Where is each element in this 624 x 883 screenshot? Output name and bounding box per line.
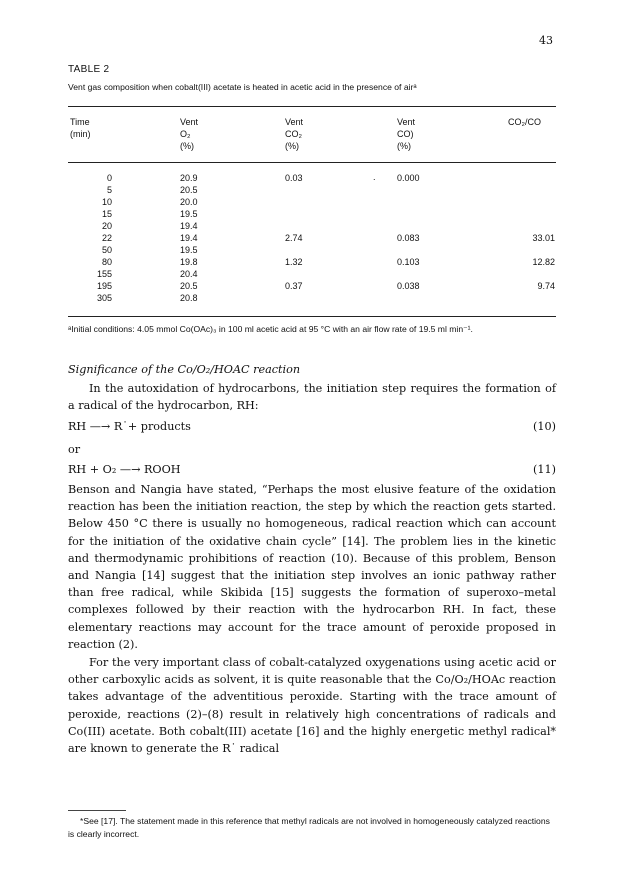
table-cell	[505, 268, 555, 280]
table-cell	[505, 220, 555, 232]
table-cell: 19.5	[180, 245, 198, 255]
table-cell: 0.103	[397, 257, 420, 267]
header-line: (%)	[180, 141, 194, 151]
table-cell: 20.8	[180, 293, 198, 303]
table-cell: 19.4	[180, 233, 198, 243]
equation-number: (11)	[533, 463, 556, 476]
table-cell	[505, 196, 555, 208]
table-cell	[285, 208, 345, 220]
header-line: Vent	[180, 117, 199, 127]
page-number: 43	[539, 34, 553, 47]
table-cell: 0.03	[285, 173, 303, 183]
table-cell: 19.4	[180, 221, 198, 231]
equation-10	[68, 420, 556, 433]
column-co2-co-ratio	[505, 172, 555, 304]
table-cell: 195	[96, 281, 112, 291]
table-cell	[505, 244, 555, 256]
or-text: or	[68, 443, 81, 456]
header-line: (min)	[70, 129, 91, 139]
table-cell: 305	[96, 293, 112, 303]
table-cell	[285, 292, 345, 304]
header-line: O₂	[180, 129, 191, 139]
table-cell: 0.000	[397, 173, 420, 183]
header-line: CO₂/CO	[508, 117, 541, 127]
column-vent-co	[397, 172, 457, 304]
table-cell: 0.37	[285, 281, 303, 291]
table-cell	[285, 220, 345, 232]
table-cell: 20.0	[180, 197, 198, 207]
table-cell: 2.74	[285, 233, 303, 243]
table-cell: 50	[101, 245, 112, 255]
table-cell: 20.5	[180, 281, 198, 291]
table-label: TABLE 2	[68, 64, 110, 75]
table-cell: 20.5	[180, 185, 198, 195]
header-line: Vent	[285, 117, 304, 127]
table-cell	[505, 172, 555, 184]
stray-dot: .	[373, 172, 376, 182]
paragraph-2: Benson and Nangia have stated, “Perhaps the most elusive feature of the oxidation reaction has been the initiation reaction, the step by which the reaction gets started. Below 450 °C there is usually no homogeneous, radical reaction which can account for the initiation of the oxidative chain cycle” [14]. The problem lies in the kinetic and thermodynamic prohibitions of reaction (10). Because of this problem, Benson and Nangia [14] suggest that the initiation step involves an ionic pathway rather than free radical, while Skibida [15] suggests the formation of superoxo–metal complexes followed by their reaction with the hydrocarbon RH. In fact, these elementary reactions may account for the trace amount of peroxide proposed in reaction (2).	[68, 483, 556, 651]
table-cell: 20.4	[180, 269, 198, 279]
page-footnote: *See [17]. The statement made in this reference that methyl radicals are not involved in homogeneously catalyzed reactions is clearly incorrect.	[68, 816, 550, 839]
header-line: (%)	[285, 141, 299, 151]
equation-text: RH + O₂ —→ ROOH	[68, 463, 181, 476]
table-cell	[397, 208, 457, 220]
table-cell	[397, 220, 457, 232]
table-cell: 19.8	[180, 257, 198, 267]
header-line: (%)	[397, 141, 411, 151]
table-cell: 80	[101, 257, 112, 267]
equation-text: RH —→ R˙+ products	[68, 420, 191, 433]
table-cell	[397, 196, 457, 208]
table-cell: 20	[101, 221, 112, 231]
table-cell	[397, 244, 457, 256]
table-cell	[397, 268, 457, 280]
header-line: Time	[70, 117, 90, 127]
header-vent-o2	[180, 116, 240, 152]
table-cell: 19.5	[180, 209, 198, 219]
table-cell	[285, 184, 345, 196]
paragraph-1: In the autoxidation of hydrocarbons, the initiation step requires the formation of a radical of the hydrocarbon, RH:	[68, 382, 556, 413]
table-cell: 0	[106, 173, 112, 183]
header-line: CO₂	[285, 129, 302, 139]
table-cell: 0.083	[397, 233, 420, 243]
table-cell: 0.038	[397, 281, 420, 291]
header-time	[70, 116, 112, 140]
table-footnote: ᵃInitial conditions: 4.05 mmol Co(OAc)₃ in 100 ml acetic acid at 95 °C with an air flow rate of 19.5 ml min⁻¹.	[68, 324, 473, 334]
table-cell	[285, 268, 345, 280]
table-cell: 20.9	[180, 173, 198, 183]
equation-number: (10)	[533, 420, 556, 433]
header-co2-co-ratio	[508, 116, 558, 128]
table-header-rule	[68, 162, 556, 163]
table-cell	[397, 292, 457, 304]
header-line: Vent	[397, 117, 416, 127]
header-line: CO)	[397, 129, 414, 139]
table-cell: 15	[101, 209, 112, 219]
table-cell: 155	[96, 269, 112, 279]
table-caption: Vent gas composition when cobalt(III) acetate is heated in acetic acid in the presence of airᵃ	[68, 82, 417, 92]
column-vent-o2	[180, 172, 240, 304]
section-heading: Significance of the Co/O₂/HOAC reaction	[68, 363, 301, 376]
header-vent-co2	[285, 116, 345, 152]
table-cell	[397, 184, 457, 196]
table-cell	[285, 244, 345, 256]
footnote-rule	[68, 810, 126, 811]
column-vent-co2	[285, 172, 345, 304]
table-cell: 5	[106, 185, 112, 195]
equation-11	[68, 463, 556, 476]
table-cell: 33.01	[532, 233, 555, 243]
header-vent-co	[397, 116, 457, 152]
table-cell	[505, 184, 555, 196]
paragraph-3: For the very important class of cobalt-catalyzed oxygenations using acetic acid or other carboxylic acids as solvent, it is quite reasonable that the Co/O₂/HOAc reaction takes advantage of the adventitious peroxide. Starting with the trace amount of peroxide, reactions (2)–(8) result in relatively high concentrations of radicals and Co(III) acetate. Both cobalt(III) acetate [16] and the highly energetic methyl radical* are known to generate the R˙ radical	[68, 656, 556, 756]
table-top-rule	[68, 106, 556, 107]
table-cell: 9.74	[537, 281, 555, 291]
table-cell: 12.82	[532, 257, 555, 267]
table-cell	[505, 292, 555, 304]
table-cell	[285, 196, 345, 208]
table-bottom-rule	[68, 316, 556, 317]
table-cell	[505, 208, 555, 220]
column-time	[70, 172, 112, 304]
table-cell: 22	[101, 233, 112, 243]
table-cell: 1.32	[285, 257, 303, 267]
table-cell: 10	[101, 197, 112, 207]
